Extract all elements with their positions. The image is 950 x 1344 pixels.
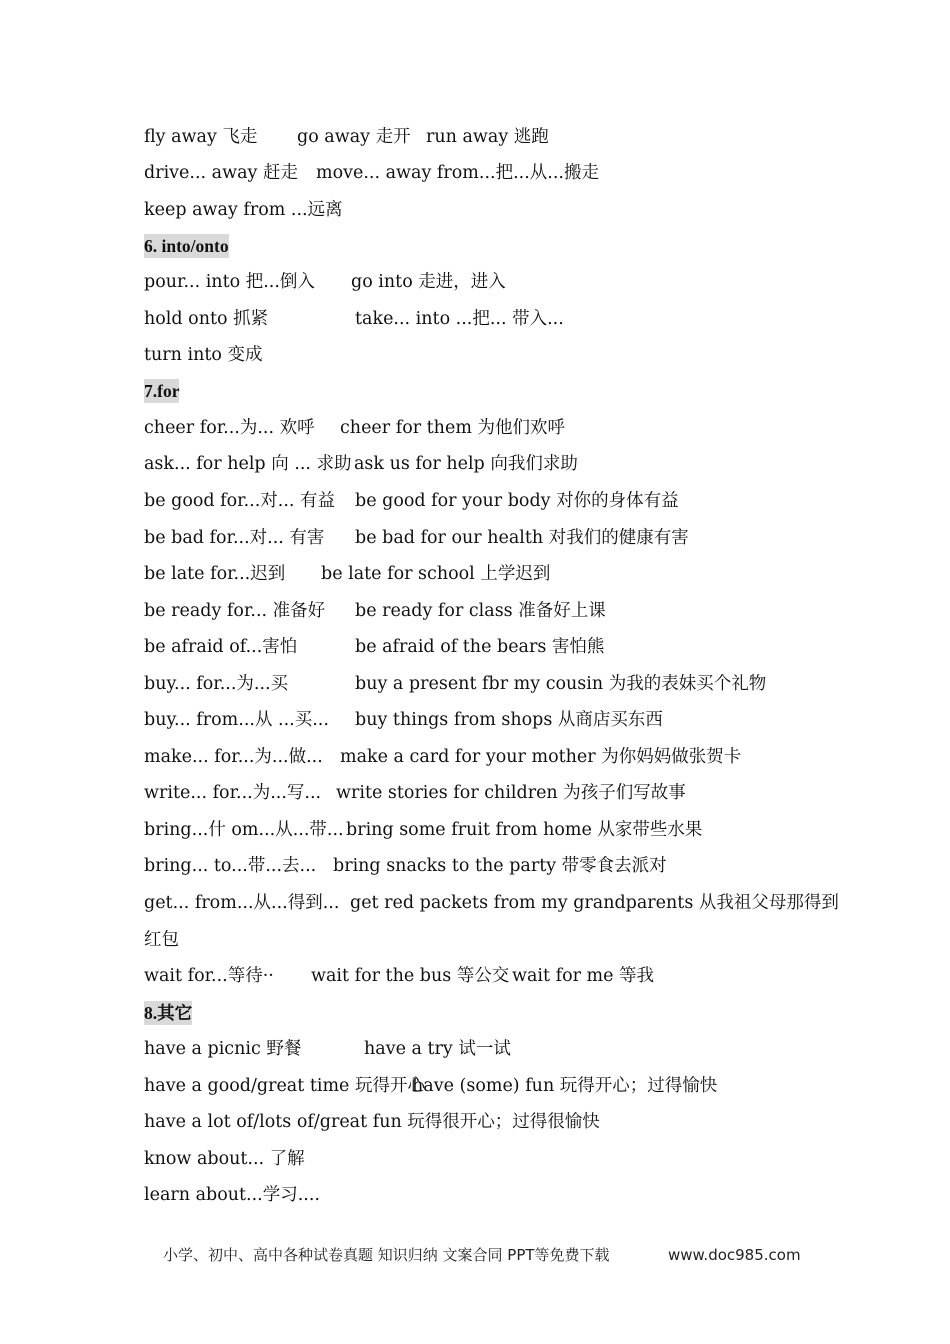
phrase: learn about...学习....	[144, 1185, 320, 1205]
phrase: keep away from ...远离	[144, 200, 343, 220]
phrase: fly away 飞走	[144, 127, 258, 147]
footer-link[interactable]: www.doc985.com	[668, 1246, 801, 1264]
phrase: bring snacks to the party 带零食去派对	[333, 856, 667, 876]
phrase: cheer for them 为他们欢呼	[340, 418, 565, 438]
phrase: go into 走进，进入	[351, 272, 506, 292]
phrase: be ready for... 准备好	[144, 601, 326, 621]
phrase: be bad for...对... 有害	[144, 528, 325, 548]
phrase: buy... for...为...买	[144, 674, 289, 694]
phrase: run away 逃跑	[426, 127, 549, 147]
phrase: bring some fruit from home 从家带些水果	[346, 820, 703, 840]
phrase: know about... 了解	[144, 1149, 305, 1169]
phrase: wait for the bus 等公交	[311, 966, 510, 986]
phrase: 红包	[144, 930, 179, 950]
phrase: be ready for class 准备好上课	[355, 601, 606, 621]
phrase: take... into ...把... 带入...	[355, 309, 564, 329]
phrase: buy things from shops 从商店买东西	[355, 710, 663, 730]
footer-text: 小学、初中、高中各种试卷真题 知识归纳 文案合同 PPT等免费下载	[163, 1246, 610, 1264]
phrase: be good for...对... 有益	[144, 491, 336, 511]
phrase: turn into 变成	[144, 345, 263, 365]
phrase: bring...什 om...从...带...	[144, 820, 344, 840]
phrase: move... away from...把...从...搬走	[316, 163, 599, 183]
phrase: make... for...为...做...	[144, 747, 323, 767]
phrase: have (some) fun 玩得开心；过得愉快	[412, 1076, 718, 1096]
phrase: be good for your body 对你的身体有益	[355, 491, 679, 511]
phrase: be afraid of...害怕	[144, 637, 298, 657]
section-heading: 6. into/onto	[144, 236, 229, 256]
section-heading: 7.for	[144, 381, 180, 401]
phrase: buy... from...从 ...买...	[144, 710, 329, 730]
phrase: drive... away 赶走	[144, 163, 298, 183]
phrase: wait for...等待··	[144, 966, 274, 986]
phrase: cheer for...为... 欢呼	[144, 418, 315, 438]
phrase: pour... into 把...倒入	[144, 272, 315, 292]
phrase: ask us for help 向我们求助	[354, 454, 578, 474]
phrase: ask... for help 向 ... 求助	[144, 454, 352, 474]
phrase: get... from...从...得到...	[144, 893, 340, 913]
phrase: be bad for our health 对我们的健康有害	[355, 528, 689, 548]
phrase: have a try 试一试	[364, 1039, 511, 1059]
phrase: be late for school 上学迟到	[321, 564, 551, 584]
phrase: have a good/great time 玩得开心	[144, 1076, 425, 1096]
phrase: make a card for your mother 为你妈妈做张贺卡	[340, 747, 742, 767]
phrase: have a picnic 野餐	[144, 1039, 302, 1059]
phrase: hold onto 抓紧	[144, 309, 269, 329]
phrase: be late for...迟到	[144, 564, 286, 584]
phrase: write... for...为...写...	[144, 783, 322, 803]
phrase: have a lot of/lots of/great fun 玩得很开心；过得很愉快	[144, 1112, 600, 1132]
phrase: bring... to...带...去...	[144, 856, 317, 876]
phrase: write stories for children 为孩子们写故事	[336, 783, 686, 803]
section-heading: 8.其它	[144, 1003, 193, 1023]
page-footer	[163, 1241, 801, 1269]
phrase: get red packets from my grandparents 从我祖父母那得到	[350, 893, 839, 913]
phrase: wait for me 等我	[512, 966, 655, 986]
phrase: buy a present fbr my cousin 为我的表妹买个礼物	[355, 674, 767, 694]
phrase: be afraid of the bears 害怕熊	[355, 637, 605, 657]
phrase: go away 走开	[297, 127, 411, 147]
